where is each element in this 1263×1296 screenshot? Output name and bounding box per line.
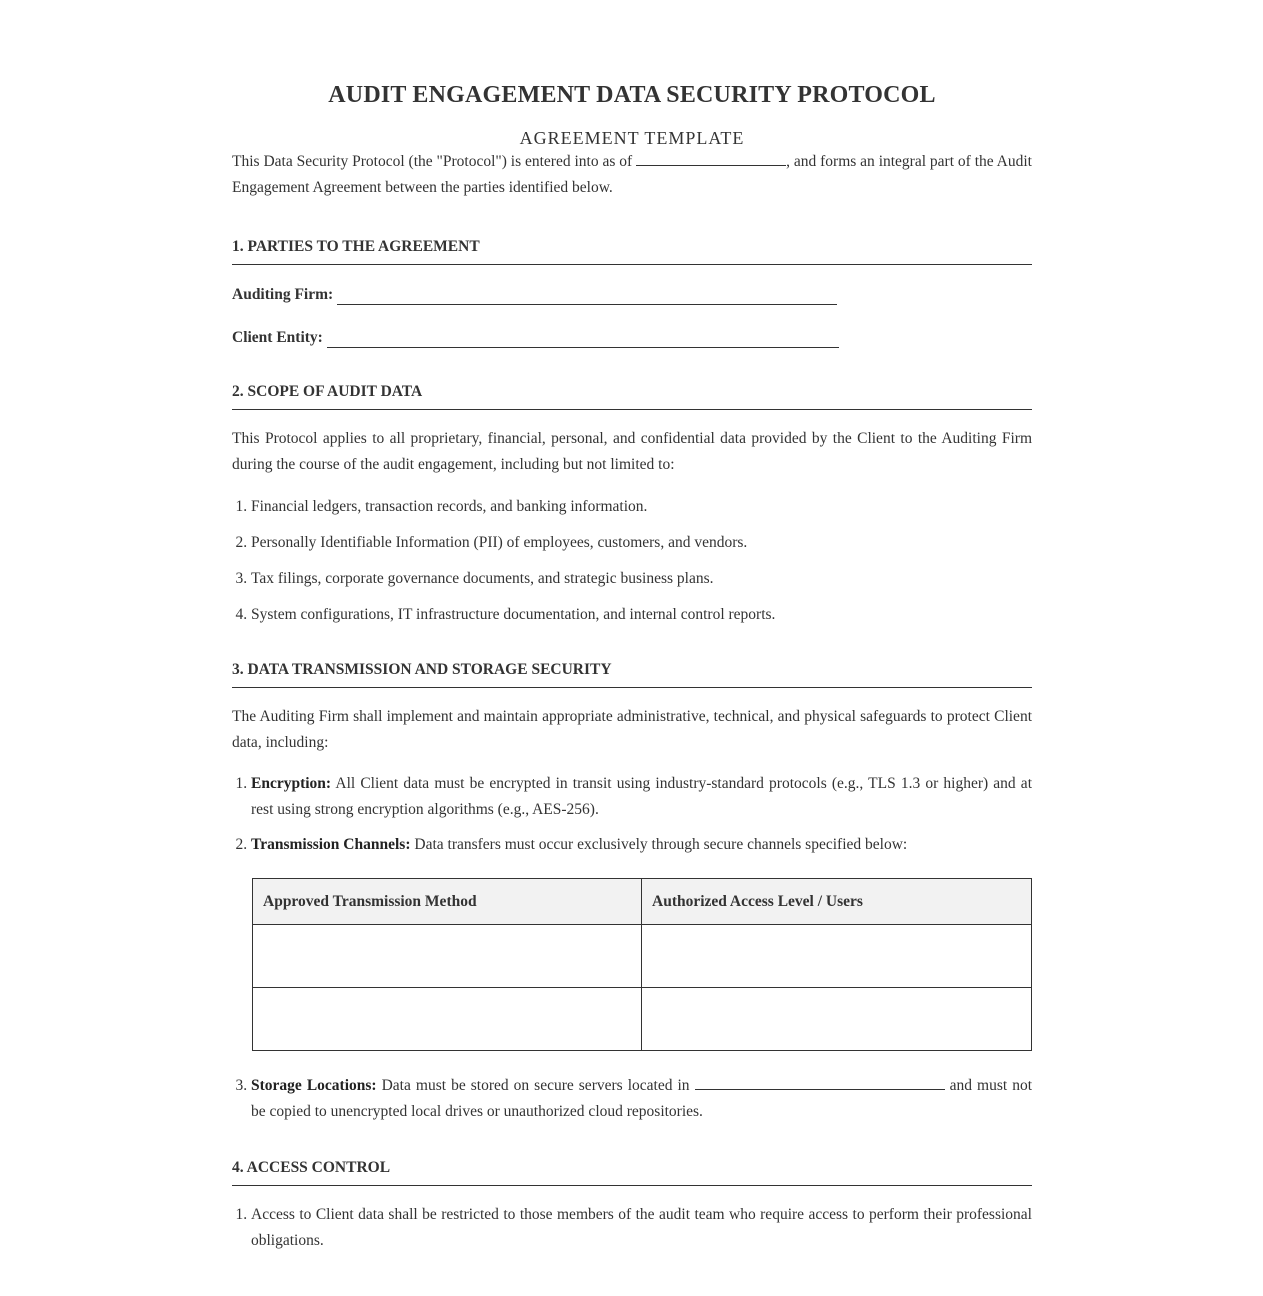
scope-list [232,494,1032,628]
transmission-list [232,771,1032,858]
access-list [232,1202,1032,1254]
storage-label: Storage Locations: [251,1077,377,1094]
channels-text: Data transfers must occur exclusively through secure channels specified below: [414,836,908,853]
transmission-channels-table [252,878,1032,1051]
channels-label: Transmission Channels: [251,836,411,853]
intro-text-end: , and forms an integral part of the Audit Engagement Agreement between the parties identified below. [232,153,1032,196]
storage-list [232,1073,1032,1125]
encryption-label: Encryption: [251,775,332,792]
table-cell-method[interactable] [253,988,642,1051]
section-heading-transmission: 3. DATA TRANSMISSION AND STORAGE SECURITY [232,660,1032,688]
list-item: 4. System configurations, IT infrastructure documentation, and internal control reports. [251,602,1032,628]
table-header-access: Authorized Access Level / Users [642,879,1032,925]
document-title: AUDIT ENGAGEMENT DATA SECURITY PROTOCOL [328,82,936,108]
list-item: 1. Financial ledgers, transaction records, and banking information. [251,494,1032,520]
document-page [232,0,1032,1254]
intro-paragraph [232,149,1032,201]
storage-text-start: Data must be stored on secure servers located in [381,1077,690,1094]
intro-text-start: This Data Security Protocol (the "Protocol") is entered into as of [232,153,633,170]
list-item-storage [251,1073,1032,1125]
client-entity-label: Client Entity: [232,329,323,346]
storage-location-blank[interactable] [695,1075,945,1090]
list-item-encryption [251,771,1032,823]
section-heading-parties: 1. PARTIES TO THE AGREEMENT [232,237,1032,265]
document-subtitle: AGREEMENT TEMPLATE [519,128,745,148]
auditing-firm-blank[interactable] [337,290,837,305]
client-entity-blank[interactable] [327,333,839,348]
section-heading-scope: 2. SCOPE OF AUDIT DATA [232,382,1032,410]
table-row [253,925,1032,988]
list-item-transmission-channels [251,832,1032,858]
scope-intro: This Protocol applies to all proprietary, financial, personal, and confidential data provided by the Client to the Auditing Firm during the course of the audit engagement, including but not limited to: [232,430,1032,473]
auditing-firm-field [232,285,1032,305]
list-item: 3. Tax filings, corporate governance documents, and strategic business plans. [251,566,1032,592]
table-row [253,988,1032,1051]
list-item: 1. Access to Client data shall be restricted to those members of the audit team who require access to perform their professional obligations. [251,1202,1032,1254]
table-cell-access[interactable] [642,925,1032,988]
table-header-row [253,879,1032,925]
encryption-text: All Client data must be encrypted in transit using industry-standard protocols (e.g., TLS 1.3 or higher) and at rest using strong encryption algorithms (e.g., AES-256). [251,775,1032,818]
list-item: 2. Personally Identifiable Information (PII) of employees, customers, and vendors. [251,530,1032,556]
table-header-method: Approved Transmission Method [253,879,642,925]
storage-text-end: and must not be copied to unencrypted local drives or unauthorized cloud repositories. [251,1077,1032,1120]
transmission-intro: The Auditing Firm shall implement and maintain appropriate administrative, technical, and physical safeguards to protect Client data, including: [232,708,1032,751]
table-cell-method[interactable] [253,925,642,988]
effective-date-blank[interactable] [636,151,786,166]
client-entity-field [232,328,1032,348]
section-heading-access-control: 4. ACCESS CONTROL [232,1158,1032,1186]
auditing-firm-label: Auditing Firm: [232,286,334,303]
table-cell-access[interactable] [642,988,1032,1051]
